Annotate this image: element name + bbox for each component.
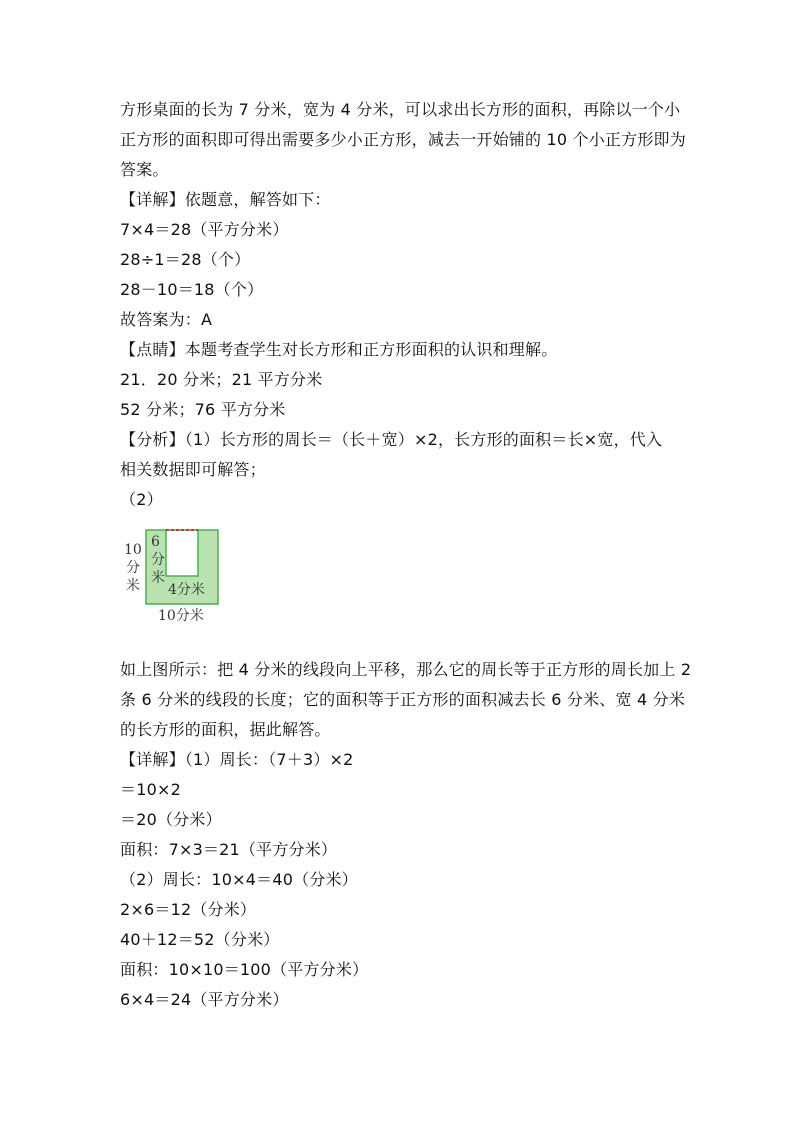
text-line: 的长方形的面积，据此解答。 <box>120 720 331 739</box>
equation-line: ＝10×2 <box>120 780 181 799</box>
text-line: 正方形的面积即可得出需要多少小正方形，减去一开始铺的 10 个小正方形即为 <box>120 130 686 149</box>
label-left-unit: 米 <box>126 578 140 594</box>
text-line: 答案。 <box>120 160 169 179</box>
label-inner-unit: 分 <box>151 552 165 568</box>
text-line: 如上图所示：把 4 分米的线段向上平移，那么它的周长等于正方形的周长加上 2 <box>120 660 692 679</box>
text-line: 方形桌面的长为 7 分米，宽为 4 分米，可以求出长方形的面积，再除以一个小 <box>120 100 681 119</box>
equation-line: 40＋12＝52（分米） <box>120 930 280 949</box>
text-line: （2） <box>120 490 163 509</box>
label-left-num: 10 <box>124 542 142 558</box>
question-answer-line: 21．20 分米；21 平方分米 <box>120 370 323 389</box>
label-bottom: 10分米 <box>158 608 204 624</box>
question-answer-line: 52 分米；76 平方分米 <box>120 400 286 419</box>
text-line: 相关数据即可解答； <box>120 460 266 479</box>
equation-line: 28－10＝18（个） <box>120 280 264 299</box>
label-inner-num: 6 <box>151 534 160 550</box>
equation-line: 7×4＝28（平方分米） <box>120 220 289 239</box>
equation-line: 面积：10×10＝100（平方分米） <box>120 960 369 979</box>
section-heading-analysis: 【分析】（1）长方形的周长＝（长＋宽）×2，长方形的面积＝长×宽，代入 <box>120 430 663 449</box>
equation-line: ＝20（分米） <box>120 810 222 829</box>
equation-line: 6×4＝24（平方分米） <box>120 990 289 1009</box>
equation-line: 28÷1＝28（个） <box>120 250 251 269</box>
label-left-unit: 分 <box>126 560 140 576</box>
equation-line: 面积：7×3＝21（平方分米） <box>120 840 338 859</box>
section-heading-detail: 【详解】依题意，解答如下： <box>120 190 331 209</box>
text-line: 条 6 分米的线段的长度；它的面积等于正方形的面积减去长 6 分米、宽 4 分米 <box>120 690 686 709</box>
equation-line: （2）周长：10×4＝40（分米） <box>120 870 358 889</box>
shape-figure <box>118 526 228 626</box>
answer-line: 故答案为：A <box>120 310 213 329</box>
section-heading-detail: 【详解】（1）周长：（7＋3）×2 <box>120 750 354 769</box>
equation-line: 2×6＝12（分米） <box>120 900 257 919</box>
label-inner-unit: 米 <box>151 570 165 586</box>
label-bottom-inner: 4分米 <box>168 582 205 598</box>
section-heading-comment: 【点睛】本题考查学生对长方形和正方形面积的认识和理解。 <box>120 340 558 359</box>
